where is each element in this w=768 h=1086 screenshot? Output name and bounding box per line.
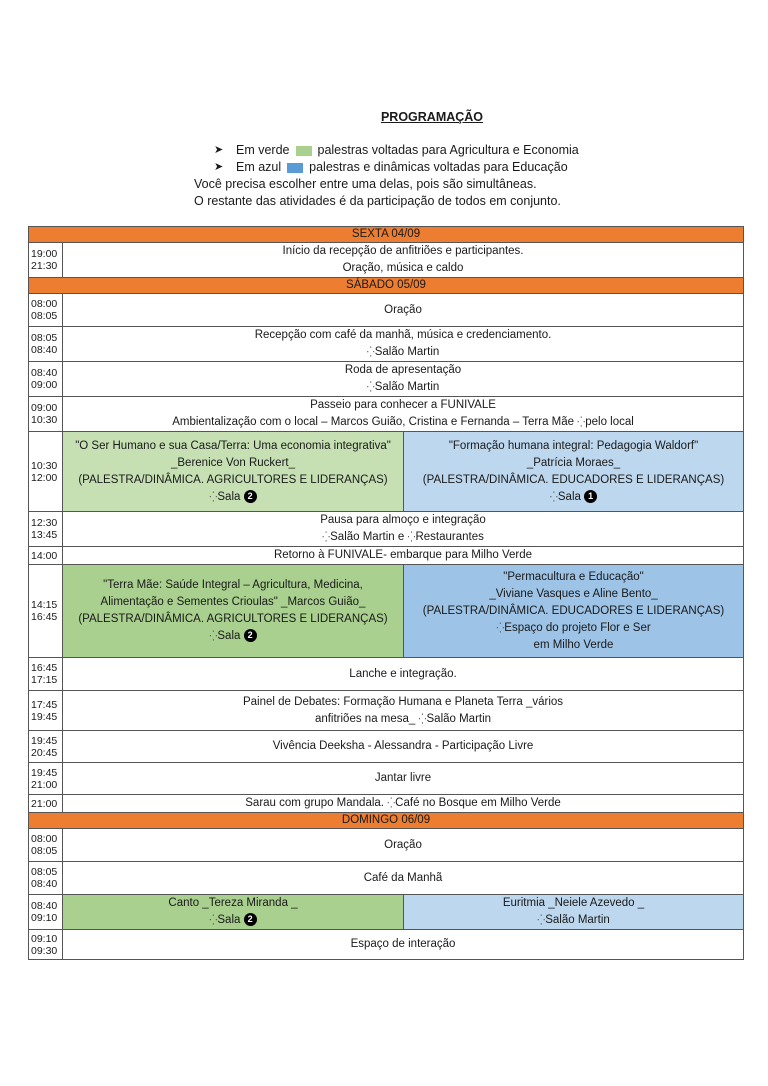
table-row: 08:00 08:05 Oração: [29, 294, 744, 327]
green-session: "O Ser Humano e sua Casa/Terra: Uma economia integrativa" _Berenice Von Ruckert_ (PALESTRA/DINÂMICA. AGRICULTORES E LIDERANÇAS) ⁛Sala 2: [63, 432, 404, 512]
table-row: 08:40 09:10 Canto _Tereza Miranda _ ⁛Sala 2 Euritmia _Neiele Azevedo _ ⁛Salão Martin: [29, 895, 744, 930]
blue-swatch: [287, 163, 303, 173]
green-swatch: [296, 146, 312, 156]
legend-green-text: palestras voltadas para Agricultura e Economia: [317, 143, 579, 157]
table-row: 09:00 10:30 Passeio para conhecer a FUNIVALE Ambientalização com o local – Marcos Guião, Cristina e Fernanda – Terra Mãe ⁛pelo local: [29, 397, 744, 432]
schedule-table: [28, 226, 744, 960]
legend: [194, 142, 579, 210]
page-title: PROGRAMAÇÃO: [380, 110, 484, 124]
legend-green-label: Em verde: [236, 143, 290, 157]
arrow-bullet-icon: ➤: [214, 144, 224, 156]
table-row: 19:45 20:45 Vivência Deeksha - Alessandra - Participação Livre: [29, 731, 744, 763]
location-icon: ⁛: [387, 798, 396, 809]
location-icon: ⁛: [537, 915, 546, 926]
location-icon: ⁛: [496, 622, 505, 634]
table-row: 19:00 21:30 Início da recepção de anfitriões e participantes. Oração, música e caldo: [29, 243, 744, 278]
green-session: "Terra Mãe: Saúde Integral – Agricultura, Medicina, Alimentação e Sementes Crioulas" _Marcos Guião_ (PALESTRA/DINÂMICA. AGRICULTORES E LIDERANÇAS) ⁛Sala 2: [63, 565, 404, 658]
legend-blue-text: palestras e dinâmicas voltadas para Educação: [309, 160, 568, 174]
location-icon: ⁛: [322, 532, 331, 543]
room-number-badge: 2: [244, 490, 257, 503]
table-row: 14:15 16:45 "Terra Mãe: Saúde Integral – Agricultura, Medicina, Alimentação e Sementes Crioulas" _Marcos Guião_ (PALESTRA/DINÂMICA. AGRICULTORES E LIDERANÇAS) ⁛Sala 2 "Permacultura e Educação" _Viviane Vasques e Aline Bento_ (PALESTRA/DINÂMICA. EDUCADORES E LIDERANÇAS) ⁛Espaço do projeto Flor e Ser em Milho Verde: [29, 565, 744, 658]
day-header-sexta: SEXTA 04/09: [29, 227, 744, 243]
table-row: 08:00 08:05 Oração: [29, 829, 744, 862]
legend-note-2: O restante das atividades é da participação de todos em conjunto.: [194, 194, 561, 208]
blue-session: Euritmia _Neiele Azevedo _ ⁛Salão Martin: [404, 895, 744, 930]
table-row: 16:45 17:15 Lanche e integração.: [29, 658, 744, 691]
location-icon: ⁛: [577, 417, 586, 428]
room-number-badge: 1: [584, 490, 597, 503]
location-icon: ⁛: [549, 491, 558, 503]
legend-green: [194, 142, 579, 159]
table-row: 08:05 08:40 Recepção com café da manhã, música e credenciamento. ⁛Salão Martin: [29, 327, 744, 362]
blue-session: "Permacultura e Educação" _Viviane Vasques e Aline Bento_ (PALESTRA/DINÂMICA. EDUCADORES E LIDERANÇAS) ⁛Espaço do projeto Flor e Ser em Milho Verde: [404, 565, 744, 658]
location-icon: ⁛: [209, 491, 218, 503]
location-icon: ⁛: [366, 382, 375, 393]
table-row: 10:30 12:00 "O Ser Humano e sua Casa/Terra: Uma economia integrativa" _Berenice Von Ruckert_ (PALESTRA/DINÂMICA. AGRICULTORES E LIDERANÇAS) ⁛Sala 2 "Formação humana integral: Pedagogia Waldorf" _Patrícia Moraes_ (PALESTRA/DINÂMICA. EDUCADORES E LIDERANÇAS) ⁛Sala 1: [29, 432, 744, 512]
location-icon: ⁛: [407, 532, 416, 543]
day-header-domingo: DOMINGO 06/09: [29, 813, 744, 829]
location-icon: ⁛: [209, 631, 218, 642]
table-row: 08:40 09:00 Roda de apresentação ⁛Salão Martin: [29, 362, 744, 397]
day-header-sabado: SÁBADO 05/09: [29, 278, 744, 294]
location-icon: ⁛: [418, 713, 427, 725]
blue-session: "Formação humana integral: Pedagogia Waldorf" _Patrícia Moraes_ (PALESTRA/DINÂMICA. EDUCADORES E LIDERANÇAS) ⁛Sala 1: [404, 432, 744, 512]
legend-note-1: Você precisa escolher entre uma delas, pois são simultâneas.: [194, 177, 537, 191]
legend-blue-label: Em azul: [236, 160, 282, 174]
table-row: 21:00 Sarau com grupo Mandala. ⁛Café no Bosque em Milho Verde: [29, 795, 744, 813]
arrow-bullet-icon: ➤: [214, 161, 224, 173]
table-row: 12:30 13:45 Pausa para almoço e integração ⁛Salão Martin e ⁛Restaurantes: [29, 512, 744, 547]
table-row: 17:45 19:45 Painel de Debates: Formação Humana e Planeta Terra _vários anfitriões na mesa_ ⁛Salão Martin: [29, 691, 744, 731]
table-row: 08:05 08:40 Café da Manhã: [29, 862, 744, 895]
room-number-badge: 2: [244, 913, 257, 926]
location-icon: ⁛: [209, 915, 218, 926]
table-row: 09:10 09:30 Espaço de interação: [29, 930, 744, 960]
green-session: Canto _Tereza Miranda _ ⁛Sala 2: [63, 895, 404, 930]
room-number-badge: 2: [244, 629, 257, 642]
table-row: 14:00 Retorno à FUNIVALE- embarque para Milho Verde: [29, 547, 744, 565]
legend-blue: [194, 159, 579, 176]
location-icon: ⁛: [366, 347, 375, 358]
table-row: 19:45 21:00 Jantar livre: [29, 763, 744, 795]
